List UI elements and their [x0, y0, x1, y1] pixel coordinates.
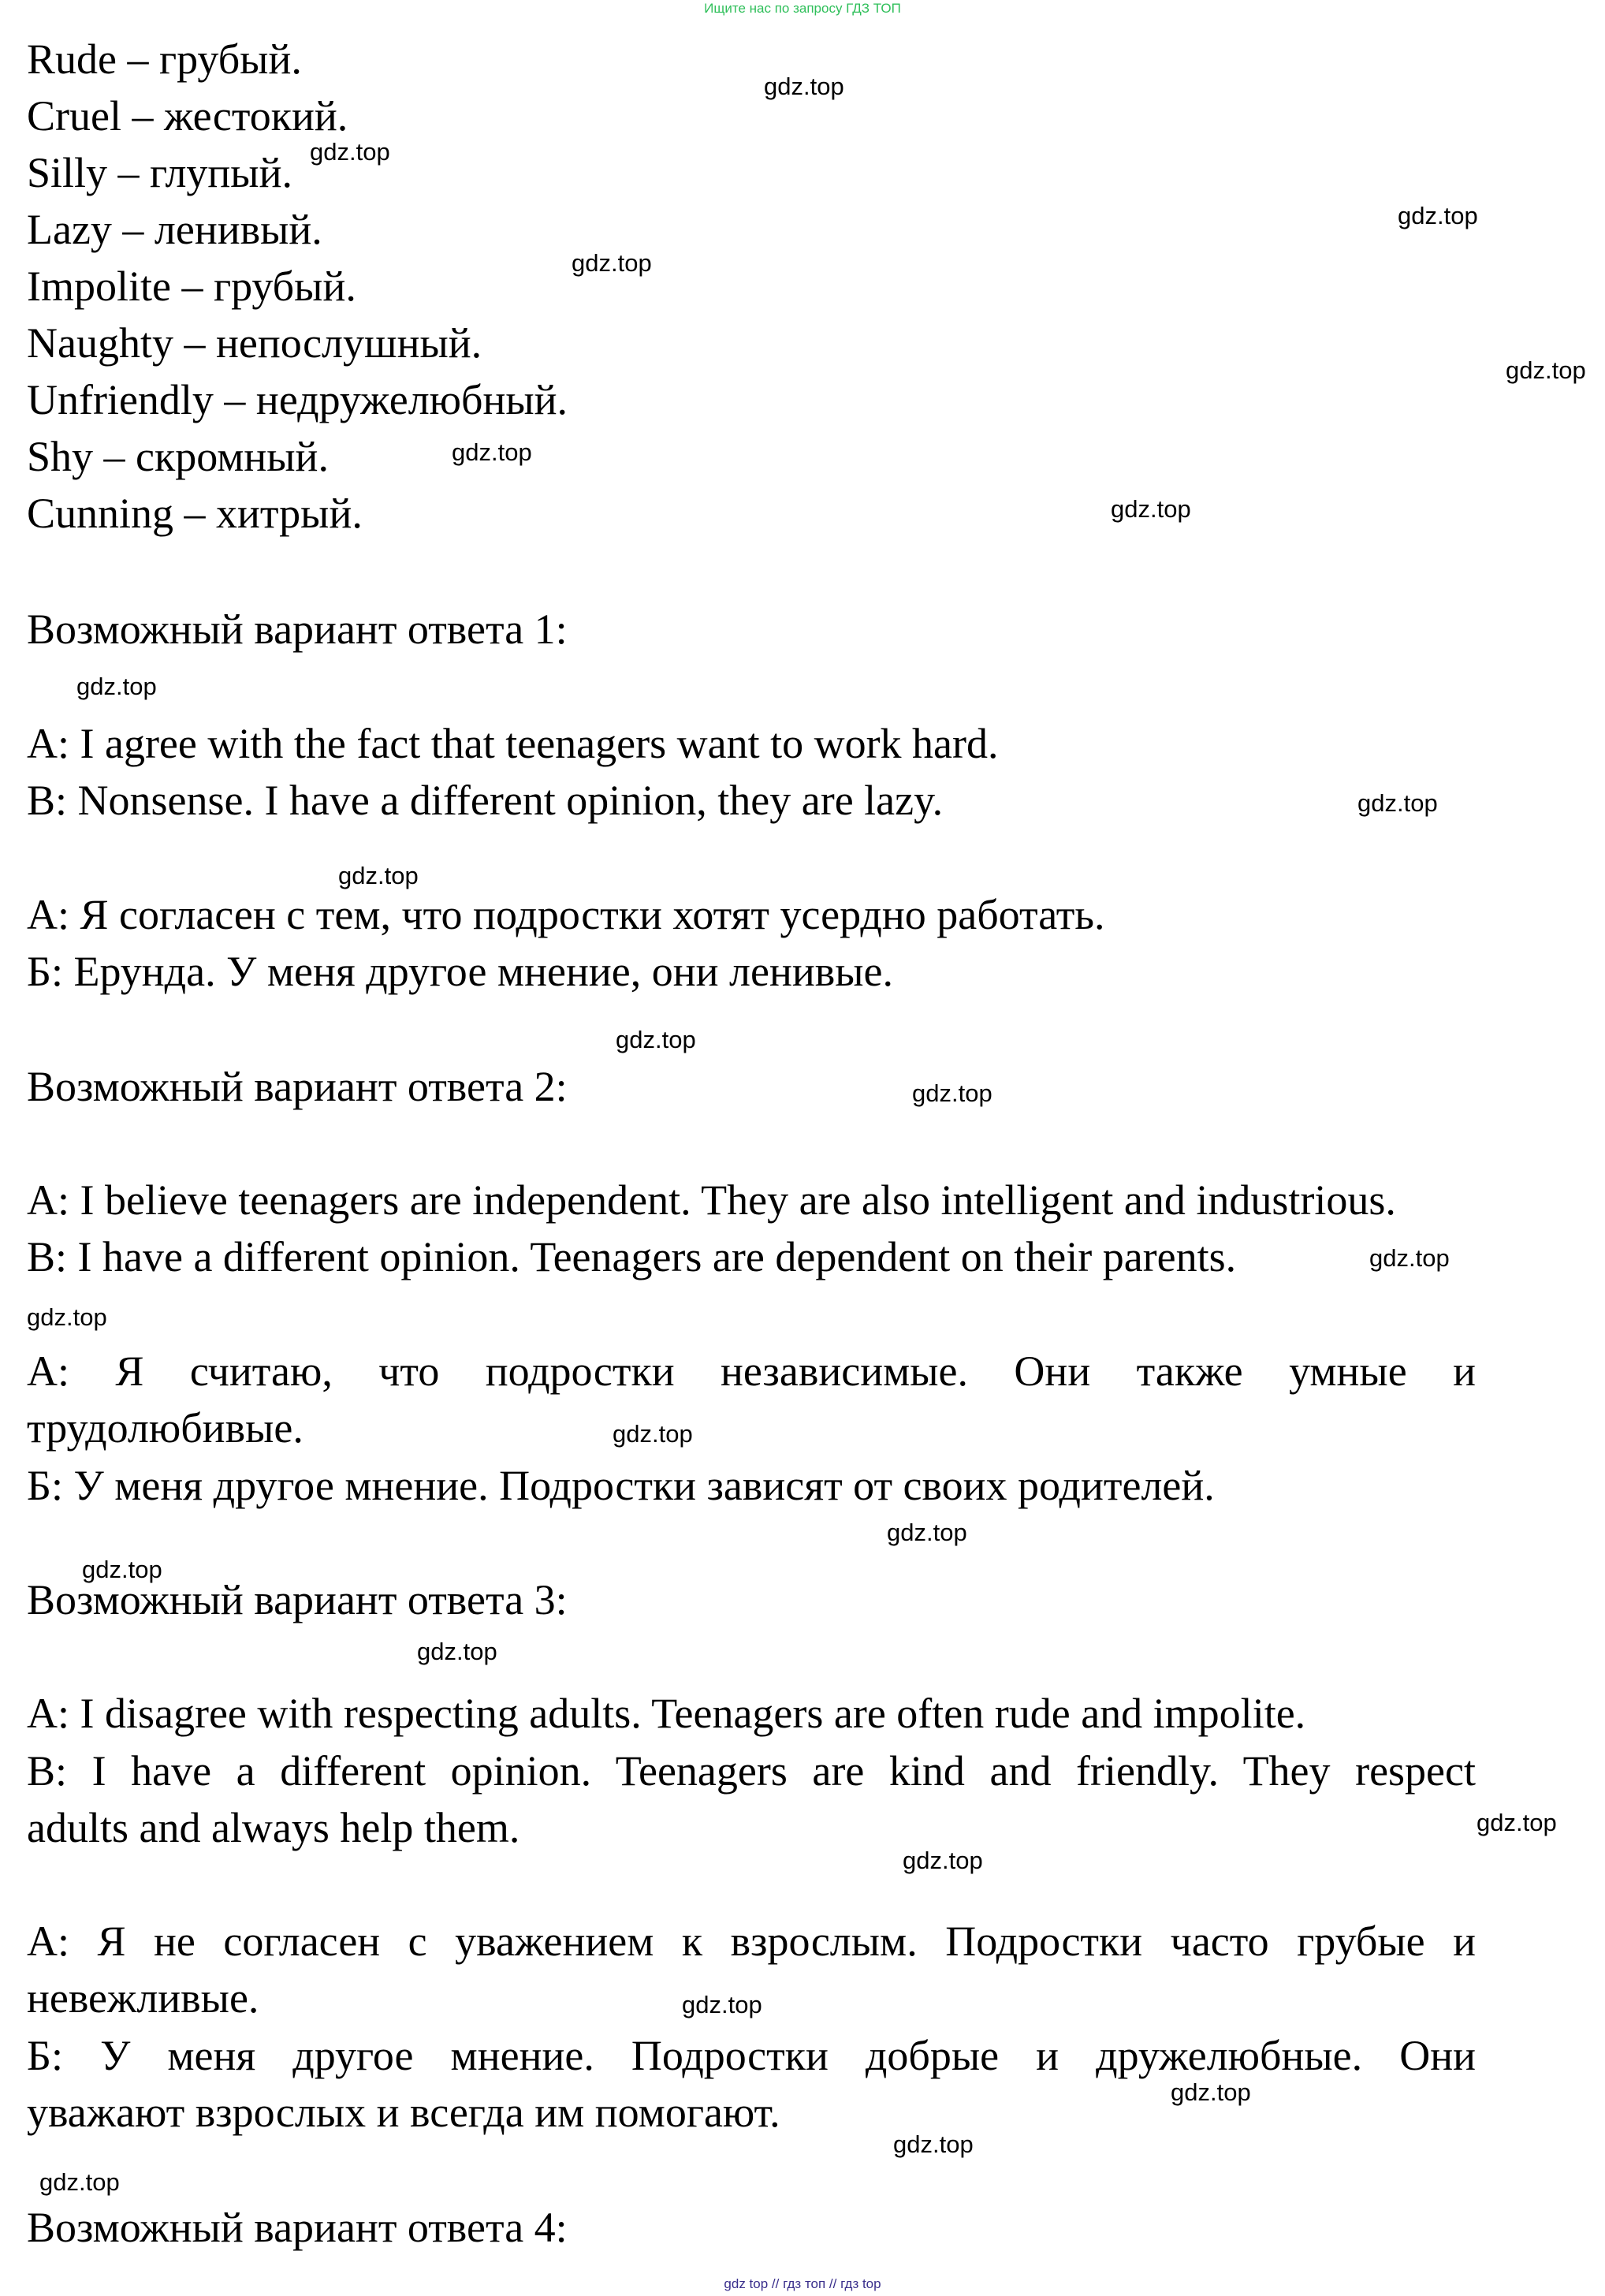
- variant1-heading: Возможный вариант ответа 1:: [27, 606, 568, 653]
- vocab-item: Silly – глупый.: [27, 149, 292, 196]
- variant2-en-line: B: I have a different opinion. Teenagers are dependent on their parents.: [27, 1233, 1237, 1280]
- variant3-ru-line: Б: У меня другое мнение. Подростки добрые и дружелюбные. Они: [27, 2032, 1476, 2079]
- watermark: gdz.top: [893, 2130, 974, 2158]
- watermark: gdz.top: [912, 1079, 992, 1107]
- watermark: gdz.top: [764, 73, 844, 100]
- variant3-ru-line: уважают взрослых и всегда им помогают.: [27, 2089, 780, 2136]
- watermark: gdz.top: [452, 438, 532, 466]
- watermark: gdz.top: [82, 1556, 162, 1583]
- variant3-ru-line: А: Я не согласен с уважением к взрослым. Подростки часто грубые и: [27, 1918, 1476, 1965]
- vocab-item: Rude – грубый.: [27, 35, 302, 83]
- watermark: gdz.top: [1171, 2078, 1251, 2106]
- watermark: gdz.top: [613, 1420, 693, 1448]
- watermark: gdz.top: [903, 1847, 983, 1874]
- watermark: gdz.top: [572, 249, 652, 277]
- vocab-item: Impolite – грубый.: [27, 263, 356, 310]
- vocab-item: Cruel – жестокий.: [27, 92, 348, 140]
- variant3-ru-line: невежливые.: [27, 1974, 259, 2022]
- variant2-ru-line: А: Я считаю, что подростки независимые. Они также умные и: [27, 1347, 1476, 1395]
- variant3-heading: Возможный вариант ответа 3:: [27, 1576, 568, 1623]
- watermark: gdz.top: [27, 1303, 107, 1331]
- watermark: gdz.top: [682, 1991, 762, 2018]
- watermark: gdz.top: [616, 1026, 696, 1053]
- variant1-ru-line: Б: Ерунда. У меня другое мнение, они ленивые.: [27, 948, 893, 995]
- watermark: gdz.top: [887, 1519, 967, 1546]
- watermark: gdz.top: [417, 1638, 497, 1665]
- vocab-item: Unfriendly – недружелюбный.: [27, 376, 568, 423]
- vocab-item: Lazy – ленивый.: [27, 206, 322, 253]
- variant3-en-line: B: I have a different opinion. Teenagers are kind and friendly. They respect: [27, 1747, 1476, 1795]
- variant2-ru-line: трудолюбивые.: [27, 1404, 303, 1452]
- variant2-ru-line: Б: У меня другое мнение. Подростки зависят от своих родителей.: [27, 1462, 1215, 1509]
- watermark: gdz.top: [338, 862, 419, 889]
- variant1-en-line: A: I agree with the fact that teenagers want to work hard.: [27, 720, 999, 767]
- variant1-en-line: B: Nonsense. I have a different opinion, they are lazy.: [27, 777, 944, 824]
- watermark: gdz.top: [1398, 202, 1478, 229]
- watermark: gdz.top: [310, 138, 390, 166]
- vocab-item: Naughty – непослушный.: [27, 319, 482, 367]
- bottom-banner: gdz top // гдз топ // гдз top: [724, 2276, 881, 2291]
- top-banner: Ищите нас по запросу ГДЗ ТОП: [704, 1, 901, 16]
- variant1-ru-line: А: Я согласен с тем, что подростки хотят усердно работать.: [27, 891, 1105, 938]
- watermark: gdz.top: [76, 673, 157, 700]
- variant3-en-line: A: I disagree with respecting adults. Teenagers are often rude and impolite.: [27, 1690, 1306, 1737]
- variant3-en-line: adults and always help them.: [27, 1804, 520, 1851]
- vocab-item: Cunning – хитрый.: [27, 490, 363, 537]
- watermark: gdz.top: [1506, 356, 1586, 384]
- variant4-heading: Возможный вариант ответа 4:: [27, 2204, 568, 2251]
- watermark: gdz.top: [39, 2168, 120, 2196]
- vocab-item: Shy – скромный.: [27, 433, 329, 480]
- watermark: gdz.top: [1357, 789, 1438, 817]
- watermark: gdz.top: [1477, 1809, 1557, 1836]
- watermark: gdz.top: [1369, 1244, 1450, 1272]
- variant2-heading: Возможный вариант ответа 2:: [27, 1063, 568, 1110]
- variant2-en-line: A: I believe teenagers are independent. They are also intelligent and industrious.: [27, 1176, 1396, 1224]
- watermark: gdz.top: [1111, 495, 1191, 523]
